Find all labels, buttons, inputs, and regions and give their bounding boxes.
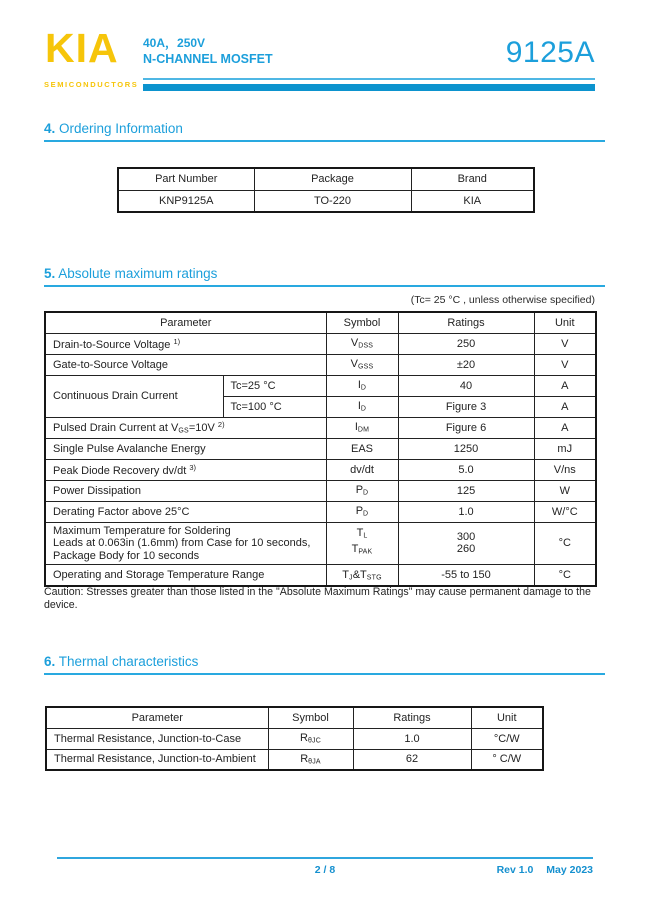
cell-symbol [326,501,398,522]
symbol-base: P [355,484,364,497]
cell-parameter: Gate-to-Source Voltage [45,354,326,375]
symbol-sub: DM [357,426,370,434]
cell-symbol [268,749,353,770]
cell-parameter [45,417,326,438]
table-row [45,333,596,354]
cell-parameter: Thermal Resistance, Junction-to-Ambient [46,749,268,770]
cell-rating: ±20 [398,354,534,375]
param-text: Peak Diode Recovery dv/dt [53,464,190,477]
col-header: Ratings [398,312,534,333]
section-absmax-rule [44,285,605,287]
symbol-base: I [357,400,361,413]
symbol-base: R [299,732,308,745]
symbol-sub: GSS [357,363,374,371]
symbol-line [329,543,396,559]
cell-rating: 125 [398,480,534,501]
cell-unit: °C [534,565,596,586]
col-header: Unit [534,312,596,333]
cell-symbol [326,333,398,354]
conditions-note: (Tc= 25 °C , unless otherwise specified) [410,294,595,306]
symbol-base: R [300,753,309,765]
symbol-base: T [351,543,359,556]
symbol-sub: D [363,510,369,518]
cell-rating: Figure 6 [398,417,534,438]
device-spec-type: N-CHANNEL MOSFET [143,52,273,66]
symbol-base: P [355,505,364,518]
section-number: 6. [44,654,56,669]
table-row [45,459,596,480]
cell-parameter: Derating Factor above 25°C [45,501,326,522]
cell-unit: A [534,396,596,417]
col-header: Unit [471,707,543,728]
cell-unit: V [534,354,596,375]
cell-parameter [45,522,326,565]
symbol-sub: L [363,532,368,540]
cell-rating: 40 [398,375,534,396]
cell-rating: 1.0 [398,501,534,522]
table-row [45,501,596,522]
cell-symbol [326,417,398,438]
footnote-marker: 2) [217,420,225,430]
device-spec [143,36,273,67]
cell-unit: W/°C [534,501,596,522]
cell-brand: KIA [411,190,534,212]
cell-rating: 1.0 [353,728,471,749]
cell-symbol [326,375,398,396]
footer-rule [57,857,593,859]
header-rule-thick [143,84,595,91]
cell-symbol [326,354,398,375]
table-row [45,438,596,459]
cell-unit: A [534,417,596,438]
symbol-base: T [342,568,349,581]
col-header: Parameter [45,312,326,333]
section-number: 4. [44,121,56,136]
cell-symbol [326,396,398,417]
header-rule-thin [143,78,595,80]
ordering-table [117,167,535,213]
table-header-row [45,312,596,333]
cell-unit: °C/W [471,728,543,749]
cell-rating: 250 [398,333,534,354]
section-ordering-heading [44,121,183,137]
table-row [45,565,596,586]
cell-symbol [326,565,398,586]
col-header: Ratings [353,707,471,728]
col-header: Symbol [326,312,398,333]
cell-parameter: Thermal Resistance, Junction-to-Case [46,728,268,749]
cell-unit: V/ns [534,459,596,480]
section-number: 5. [44,266,56,281]
cell-unit: mJ [534,438,596,459]
cell-condition: Tc=100 °C [223,396,326,417]
cell-parameter: Power Dissipation [45,480,326,501]
table-row [45,417,596,438]
param-text: =10V [188,422,218,435]
symbol-sub: PAK [358,548,373,556]
cell-unit: ° C/W [471,749,543,770]
cell-rating [398,522,534,565]
col-header: Package [254,168,411,190]
table-row [46,728,543,749]
cell-symbol [326,480,398,501]
rating-line: 300 [456,530,476,543]
cell-unit: W [534,480,596,501]
symbol-base: T [360,568,367,581]
section-ordering-rule [44,140,605,142]
table-row [45,522,596,565]
symbol-sub: D [360,384,367,392]
cell-rating: Figure 3 [398,396,534,417]
kia-logo: KIA [45,25,119,71]
kia-logo-subtitle: SEMICONDUCTORS [44,80,139,89]
cell-condition: Tc=25 °C [223,375,326,396]
symbol-sub: D [360,405,367,413]
table-row [45,480,596,501]
footnote-marker: 1) [173,336,181,346]
section-absmax-heading [44,266,217,282]
footnote-marker: 3) [189,462,197,472]
cell-package: TO-220 [254,190,411,212]
device-spec-rating: 40A，250V [143,36,206,50]
cell-unit: °C [534,522,596,565]
cell-unit: A [534,375,596,396]
cell-rating: 1250 [398,438,534,459]
section-thermal-heading [44,654,198,670]
symbol-join: & [352,568,361,581]
symbol-sub: STG [366,574,382,581]
table-row [46,749,543,770]
symbol-base: V [350,337,359,350]
cell-parameter [45,459,326,480]
cell-part-number: KNP9125A [118,190,254,212]
symbol-sub: J [348,574,353,581]
col-header: Symbol [268,707,353,728]
section-title: Thermal characteristics [58,654,199,669]
cell-symbol: EAS [326,438,398,459]
symbol-line [329,527,396,543]
part-number-title: 9125A [505,36,595,69]
cell-symbol [326,522,398,565]
table-header-row [118,168,534,190]
symbol-base: I [354,421,358,434]
table-header-row [46,707,543,728]
revision-date: May 2023 [546,864,593,876]
cell-symbol [268,728,353,749]
rating-line: 260 [456,543,476,556]
table-row [118,190,534,212]
page-number: 2 / 8 [314,864,336,876]
section-title: Absolute maximum ratings [58,266,218,281]
cell-parameter: Operating and Storage Temperature Range [45,565,326,586]
cell-parameter: Single Pulse Avalanche Energy [45,438,326,459]
table-row [45,375,596,396]
param-line: Package Body for 10 seconds [53,549,200,562]
col-header: Part Number [118,168,254,190]
symbol-base: V [350,358,358,371]
symbol-sub: θJA [308,758,321,766]
param-text: Pulsed Drain Current at V [53,422,179,435]
symbol-sub: D [363,489,369,497]
cell-symbol: dv/dt [326,459,398,480]
symbol-sub: θJC [307,737,321,745]
revision-label: Rev 1.0 [496,864,534,876]
col-header: Parameter [46,707,268,728]
cell-rating: 62 [353,749,471,770]
param-text: Drain-to-Source Voltage [53,338,174,351]
cell-rating: 5.0 [398,459,534,480]
cell-rating: -55 to 150 [398,565,534,586]
table-row [45,354,596,375]
thermal-characteristics-table [45,706,544,771]
symbol-sub: DSS [358,342,374,350]
cell-parameter [45,333,326,354]
caution-note: Caution: Stresses greater than those listed in the "Absolute Maximum Ratings" may cause permanent damage to the device. [44,586,591,611]
cell-unit: V [534,333,596,354]
cell-parameter: Continuous Drain Current [45,375,223,417]
section-title: Ordering Information [59,121,183,136]
symbol-base: T [356,527,364,540]
symbol-base: I [357,379,361,392]
section-thermal-rule [44,673,605,675]
absolute-maximum-ratings-table [44,311,597,587]
col-header: Brand [411,168,534,190]
param-line: Leads at 0.063in (1.6mm) from Case for 10 seconds, [53,537,311,549]
param-line: Maximum Temperature for Soldering [53,524,231,537]
revision-info [487,864,593,876]
param-sub: GS [178,427,189,435]
